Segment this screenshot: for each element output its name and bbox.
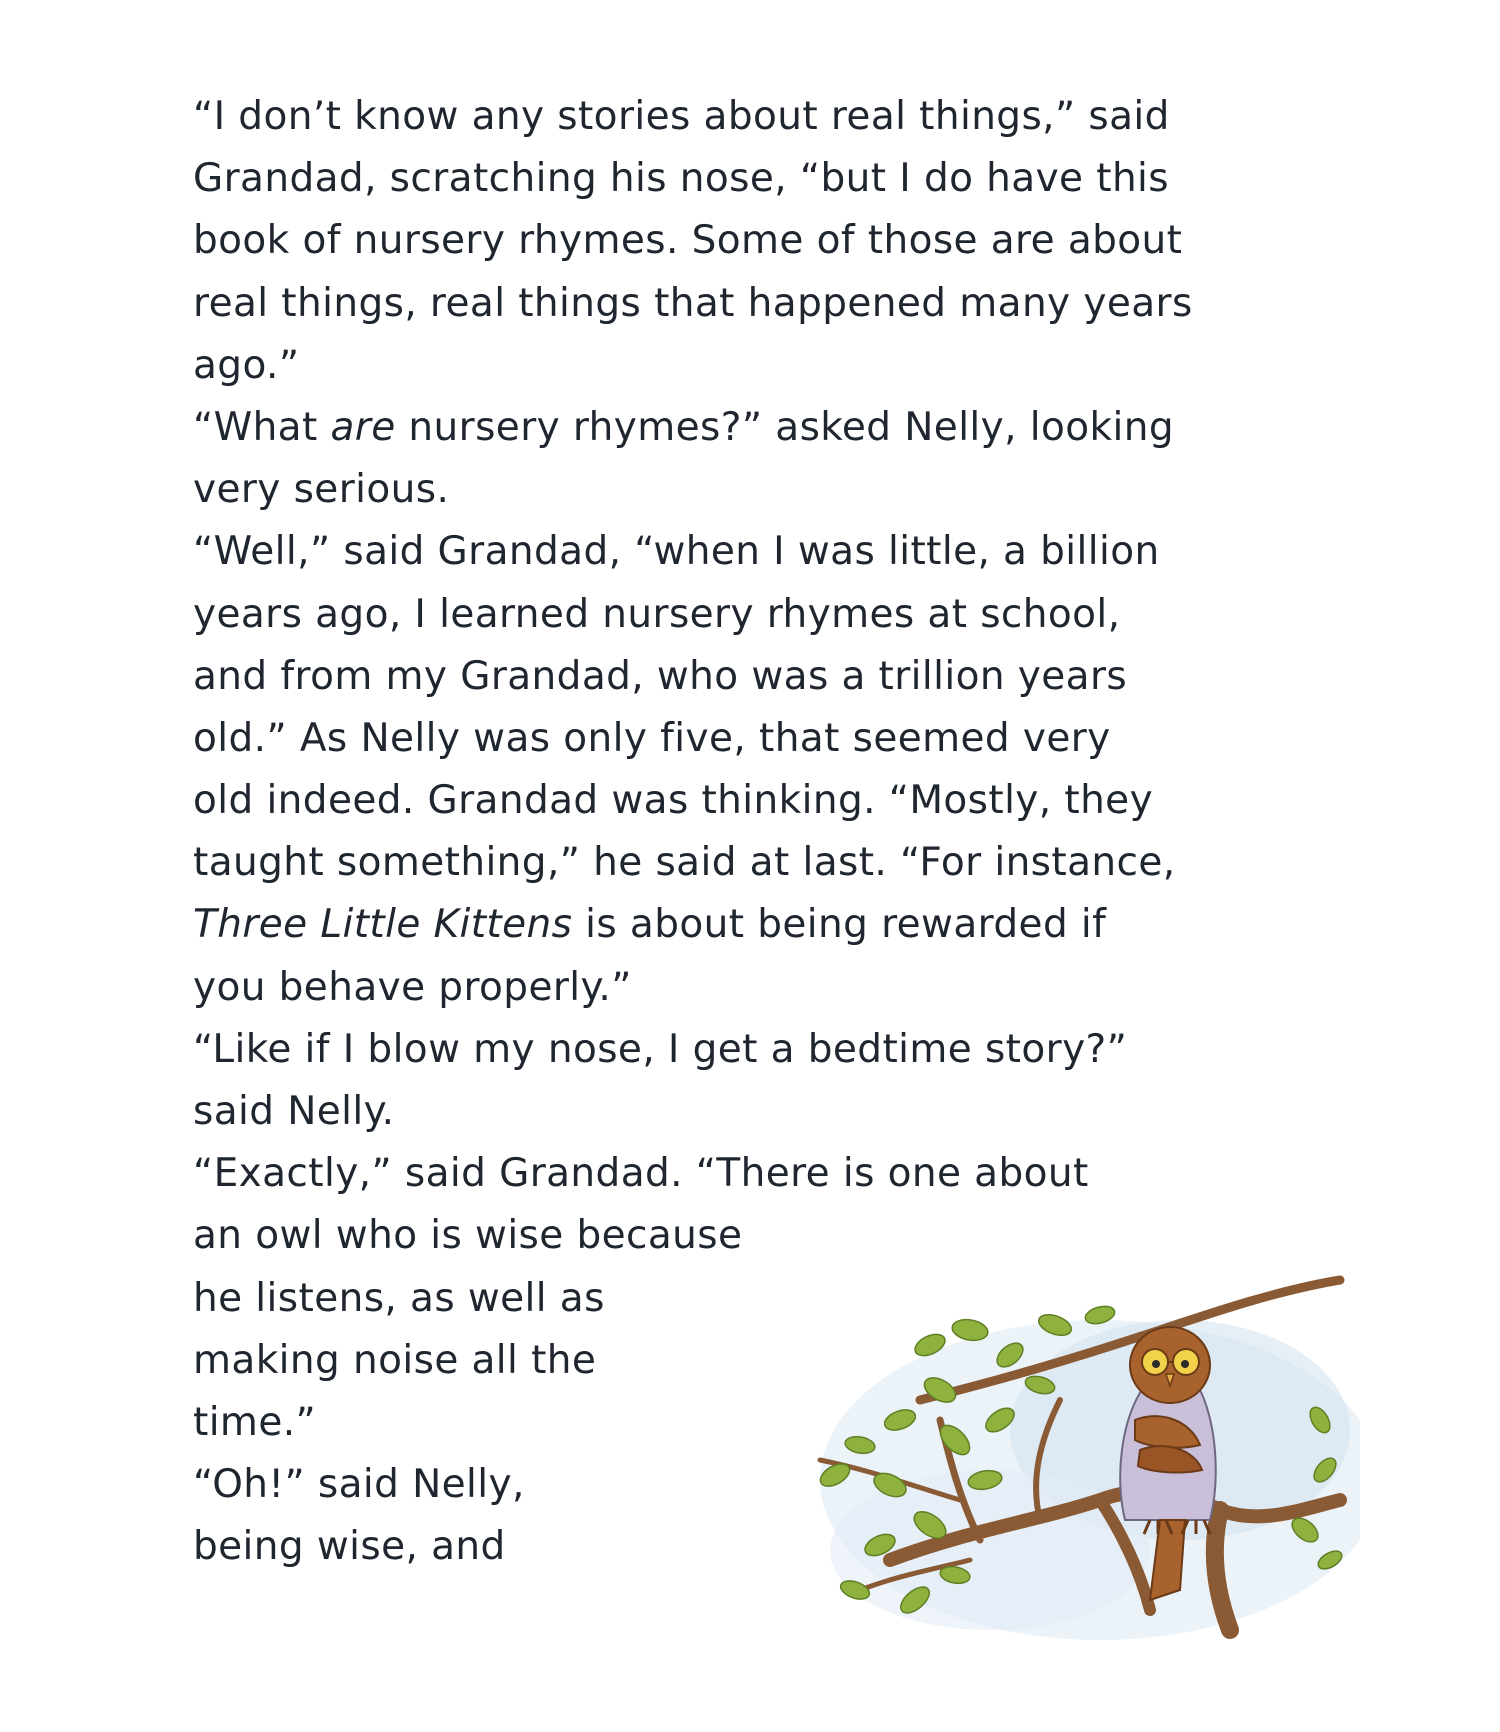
text-run: years ago, I learned nursery rhymes at school,: [193, 591, 1121, 637]
text-run: “What: [193, 404, 331, 450]
text-run: said Nelly.: [193, 1089, 395, 1134]
text-run: old.” As Nelly was only five, that seemed very: [193, 715, 1111, 761]
text-run: “Oh!” said Nelly,: [193, 1462, 525, 1508]
text-run: time.”: [193, 1399, 317, 1445]
owl-on-branch-illustration: [740, 1270, 1360, 1650]
text-line: [193, 646, 1343, 708]
text-line: [193, 770, 1343, 832]
text-line: [193, 148, 1343, 210]
text-line: [193, 521, 1343, 583]
text-line: [193, 832, 1343, 894]
text-run: old indeed. Grandad was thinking. “Mostly, they: [193, 778, 1154, 824]
text-line: [193, 957, 1343, 1019]
text-run: you behave properly.”: [193, 964, 632, 1010]
text-run: “I don’t know any stories about real things,” said: [193, 94, 1170, 139]
text-line: [193, 210, 1343, 272]
text-run: “Like if I blow my nose, I get a bedtime story?”: [193, 1026, 1128, 1072]
text-run: and from my Grandad, who was a trillion years: [193, 653, 1128, 699]
italic-text: Three Little Kittens: [193, 902, 573, 948]
text-run: is about being rewarded if: [572, 902, 1107, 948]
text-run: he listens, as well as: [193, 1275, 605, 1321]
text-run: making noise all the: [193, 1337, 597, 1383]
text-run: book of nursery rhymes. Some of those are about: [193, 218, 1183, 264]
text-line: [193, 397, 1343, 459]
text-run: taught something,” he said at last. “For instance,: [193, 840, 1176, 886]
text-run: Grandad, scratching his nose, “but I do have this: [193, 156, 1170, 202]
text-run: very serious.: [193, 467, 450, 513]
text-line: [193, 273, 1343, 335]
text-run: nursery rhymes?” asked Nelly, looking: [395, 404, 1174, 450]
text-run: “Well,” said Grandad, “when I was little, a billion: [193, 529, 1160, 575]
text-run: being wise, and: [193, 1524, 506, 1570]
text-run: real things, real things that happened many years: [193, 280, 1193, 326]
text-run: “Exactly,” said Grandad. “There is one about: [193, 1151, 1089, 1197]
text-line: [193, 1205, 1343, 1267]
text-line: [193, 1081, 1343, 1143]
text-line: [193, 584, 1343, 646]
italic-text: are: [330, 404, 396, 450]
text-line: [193, 708, 1343, 770]
text-line: [193, 459, 1343, 521]
text-run: an owl who is wise because: [193, 1213, 743, 1259]
text-line: [193, 1143, 1343, 1205]
text-line: [193, 86, 1343, 148]
text-run: ago.”: [193, 342, 300, 388]
text-line: [193, 335, 1343, 397]
text-line: [193, 894, 1343, 956]
text-line: [193, 1019, 1343, 1081]
